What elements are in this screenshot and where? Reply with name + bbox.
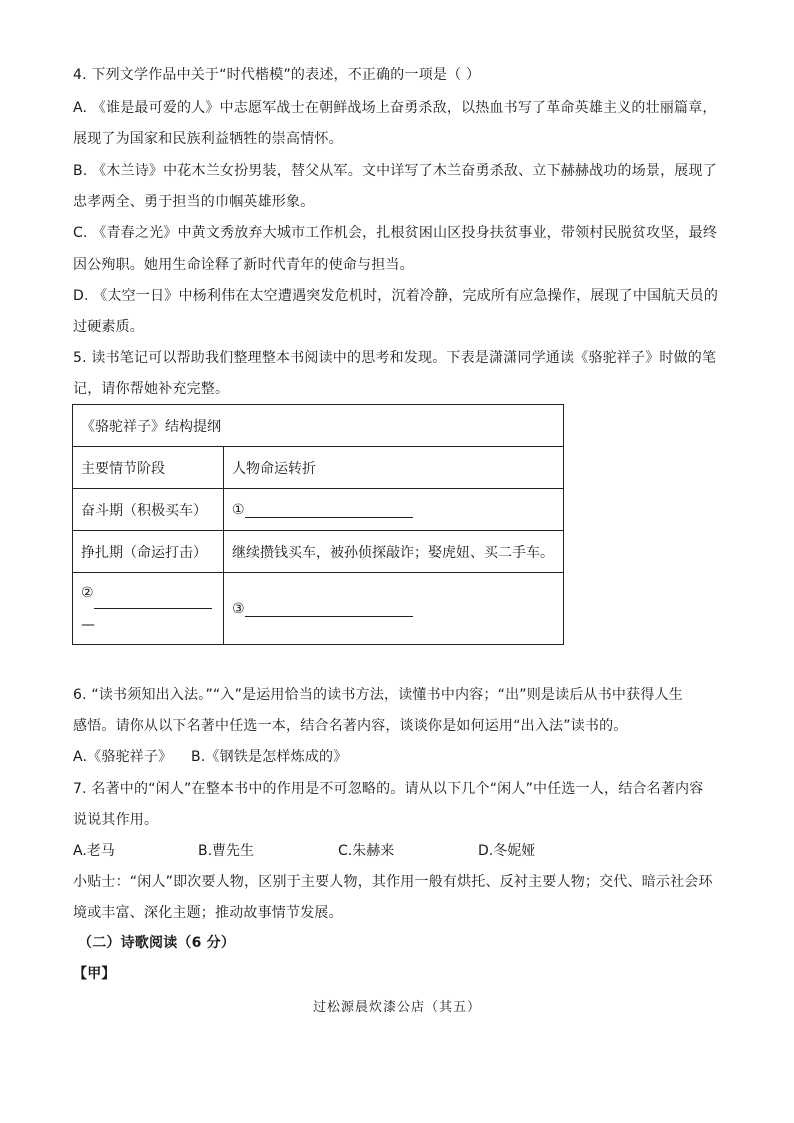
- table-row: [73, 447, 564, 489]
- q4-option-d-cont: 过硬素质。: [73, 319, 144, 335]
- blank-tail: —: [81, 616, 95, 633]
- q7-tip: 小贴士：“闲人”即次要人物，区别于主要人物，其作用一般有烘托、反衬主要人物；交代、暗示社会环: [73, 874, 713, 890]
- q7-stem: 7. 名著中的“闲人”在整本书中的作用是不可忽略的。请从以下几个“闲人”中任选一人，结合名著内容: [73, 781, 704, 797]
- table-title: 《骆驼祥子》结构提纲: [73, 405, 564, 447]
- table-row: [73, 405, 564, 447]
- q4-option-b-cont: 忠孝两全、勇于担当的巾帼英雄形象。: [73, 194, 315, 210]
- answer-blank-1[interactable]: [245, 501, 413, 518]
- q6-options: A.《骆驼祥子》 B.《钢铁是怎样炼成的》: [73, 749, 348, 765]
- q4-option-a: A. 《谁是最可爱的人》中志愿军战士在朝鲜战场上奋勇杀敌，以热血书写了革命英雄主义的壮丽篇章，: [73, 100, 717, 116]
- blank-label: ①: [232, 502, 245, 518]
- q4-stem: 4. 下列文学作品中关于“时代楷模”的表述，不正确的一项是（ ）: [73, 67, 481, 83]
- q4-option-c: C. 《青春之光》中黄文秀放弃大城市工作机会，扎根贫困山区投身扶贫事业，带领村民脱贫攻坚，最终: [73, 225, 718, 241]
- q7-option-d: D.冬妮娅: [478, 843, 536, 859]
- q5-stem-cont: 记，请你帮她补充完整。: [73, 381, 230, 397]
- table-cell: [224, 573, 564, 645]
- table-cell: 挣扎期（命运打击）: [73, 531, 224, 573]
- table-cell: 奋斗期（积极买车）: [73, 489, 224, 531]
- table-cell: [73, 573, 224, 645]
- q7-stem-cont: 说说其作用。: [73, 812, 159, 828]
- table-header-stage: 主要情节阶段: [73, 447, 224, 489]
- table-row: [73, 573, 564, 645]
- answer-blank-3[interactable]: [245, 600, 413, 617]
- answer-blank-2[interactable]: [94, 592, 212, 609]
- table-header-fate: 人物命运转折: [224, 447, 564, 489]
- q4-option-b: B. 《木兰诗》中花木兰女扮男装，替父从军。文中详写了木兰奋勇杀敌、立下赫赫战功的场景，展现了: [73, 163, 717, 179]
- blank-label: ③: [232, 601, 245, 617]
- poem-label-jia: 【甲】: [73, 966, 116, 982]
- q6-stem: 6. “读书须知出入法。”“入”是运用恰当的读书方法，读懂书中内容；“出”则是读后从书中获得人生: [73, 687, 683, 703]
- q7-option-b: B.曹先生: [198, 843, 255, 859]
- table-row: [73, 531, 564, 573]
- section-heading-poetry: （二）诗歌阅读（6 分）: [78, 935, 236, 951]
- table-cell: 继续攒钱买车，被孙侦探敲诈；娶虎妞、买二手车。: [224, 531, 564, 573]
- table-row: [73, 489, 564, 531]
- structure-outline-table: [72, 404, 564, 645]
- q6-stem-cont: 感悟。请你从以下名著中任选一本，结合名著内容，谈谈你是如何运用“出入法”读书的。: [73, 718, 628, 734]
- blank-label: ②: [81, 584, 94, 601]
- q7-tip-cont: 境或丰富、深化主题；推动故事情节发展。: [73, 905, 343, 921]
- q7-option-a: A.老马: [73, 843, 115, 859]
- q4-option-d: D. 《太空一日》中杨利伟在太空遭遇突发危机时，沉着冷静，完成所有应急操作，展现了中国航天员的: [73, 288, 719, 304]
- q4-option-a-cont: 展现了为国家和民族利益牺牲的崇高情怀。: [73, 131, 343, 147]
- poem-title: 过松源晨炊漆公店（其五）: [312, 1000, 481, 1015]
- q4-option-c-cont: 因公殉职。她用生命诠释了新时代青年的使命与担当。: [73, 257, 414, 273]
- table-cell: [224, 489, 564, 531]
- q5-stem: 5. 读书笔记可以帮助我们整理整本书阅读中的思考和发现。下表是潇潇同学通读《骆驼祥子》时做的笔: [73, 350, 717, 366]
- q7-option-c: C.朱赫来: [338, 843, 395, 859]
